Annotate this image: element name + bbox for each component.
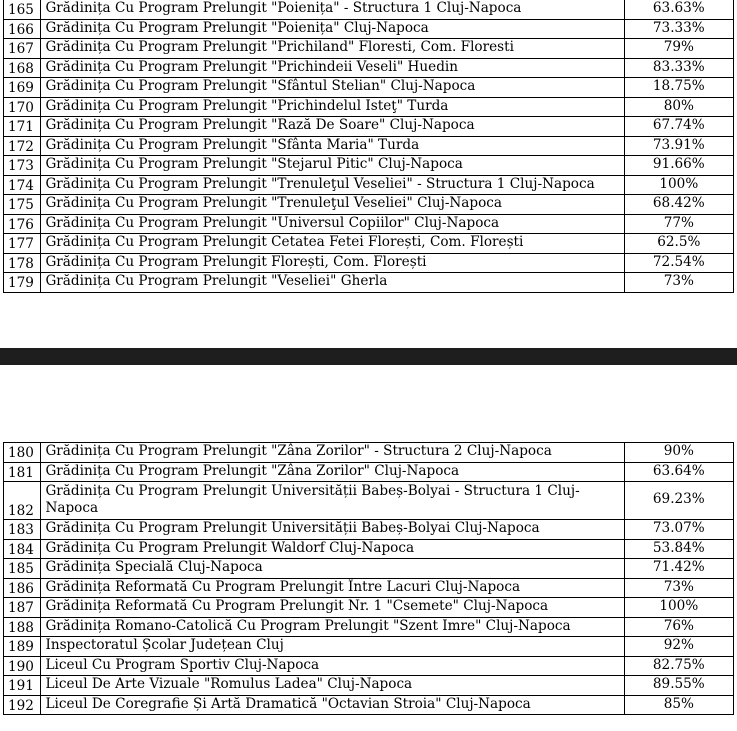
- percentage-value: 68.42%: [624, 195, 733, 215]
- institution-name: Liceul Cu Program Sportiv Cluj-Napoca: [41, 656, 624, 676]
- institution-name: Grădinița Cu Program Prelungit "Prichindelul Isteţ" Turda: [41, 97, 624, 117]
- percentage-value: 18.75%: [624, 78, 733, 98]
- row-number: 184: [4, 539, 41, 559]
- percentage-value: 89.55%: [624, 676, 733, 696]
- percentage-value: 76%: [624, 617, 733, 637]
- table-row: [4, 462, 734, 482]
- row-number: 166: [4, 19, 41, 39]
- percentage-value: 91.66%: [624, 156, 733, 176]
- table-row: [4, 39, 734, 59]
- table-row: [4, 0, 734, 19]
- institution-name: Inspectoratul Școlar Județean Cluj: [41, 637, 624, 657]
- row-number: 169: [4, 78, 41, 98]
- institution-name: Grădinița Cu Program Prelungit "Zâna Zorilor" Cluj-Napoca: [41, 462, 624, 482]
- institution-name: Grădinița Cu Program Prelungit "Sfânta Maria" Turda: [41, 136, 624, 156]
- institution-name: Grădinița Cu Program Prelungit Florești, Com. Florești: [41, 253, 624, 273]
- table-row: [4, 637, 734, 657]
- institution-name: Grădinița Romano-Catolică Cu Program Prelungit "Szent Imre" Cluj-Napoca: [41, 617, 624, 637]
- row-number: 185: [4, 559, 41, 579]
- percentage-value: 73%: [624, 578, 733, 598]
- percentage-value: 79%: [624, 39, 733, 59]
- percentage-value: 73.07%: [624, 520, 733, 540]
- table-row: [4, 578, 734, 598]
- table-row: [4, 598, 734, 618]
- page-divider-bar: [0, 348, 737, 365]
- institution-name: Grădinița Reformată Cu Program Prelungit Între Lacuri Cluj-Napoca: [41, 578, 624, 598]
- table-row: [4, 136, 734, 156]
- table-row: [4, 253, 734, 273]
- row-number: 187: [4, 598, 41, 618]
- table-row: [4, 234, 734, 254]
- percentage-value: 100%: [624, 175, 733, 195]
- percentage-value: 73%: [624, 273, 733, 293]
- institution-name: Grădinița Specială Cluj-Napoca: [41, 559, 624, 579]
- table-row: [4, 156, 734, 176]
- institution-name: Liceul De Coregrafie Și Artă Dramatică "Octavian Stroia" Cluj-Napoca: [41, 695, 624, 715]
- table-row: [4, 617, 734, 637]
- table-row: [4, 482, 734, 520]
- percentage-value: 63.63%: [624, 0, 733, 19]
- row-number: 172: [4, 136, 41, 156]
- institution-name: Grădinița Cu Program Prelungit "Rază De Soare" Cluj-Napoca: [41, 117, 624, 137]
- row-number: 186: [4, 578, 41, 598]
- institution-name: Grădinița Cu Program Prelungit "Trenuleţul Veseliei" Cluj-Napoca: [41, 195, 624, 215]
- row-number: 171: [4, 117, 41, 137]
- institution-name: Grădinița Cu Program Prelungit "Poienița" - Structura 1 Cluj-Napoca: [41, 0, 624, 19]
- institution-name: Grădinița Cu Program Prelungit Waldorf Cluj-Napoca: [41, 539, 624, 559]
- table-row: [4, 19, 734, 39]
- row-number: 183: [4, 520, 41, 540]
- table-row: [4, 78, 734, 98]
- table-row: [4, 443, 734, 463]
- percentage-value: 92%: [624, 637, 733, 657]
- table-row: [4, 539, 734, 559]
- table-row: [4, 175, 734, 195]
- institution-name: Grădinița Cu Program Prelungit Universității Babeș-Bolyai Cluj-Napoca: [41, 520, 624, 540]
- institution-name: Grădinița Cu Program Prelungit Cetatea Fetei Florești, Com. Florești: [41, 234, 624, 254]
- percentage-value: 53.84%: [624, 539, 733, 559]
- percentage-value: 73.33%: [624, 19, 733, 39]
- percentage-value: 62.5%: [624, 234, 733, 254]
- row-number: 174: [4, 175, 41, 195]
- percentage-value: 100%: [624, 598, 733, 618]
- row-number: 191: [4, 676, 41, 696]
- table-row: [4, 117, 734, 137]
- row-number: 168: [4, 58, 41, 78]
- row-number: 178: [4, 253, 41, 273]
- row-number: 165: [4, 0, 41, 19]
- institution-name: Liceul De Arte Vizuale "Romulus Ladea" Cluj-Napoca: [41, 676, 624, 696]
- percentage-value: 72.54%: [624, 253, 733, 273]
- percentage-value: 90%: [624, 443, 733, 463]
- percentage-value: 63.64%: [624, 462, 733, 482]
- percentage-value: 83.33%: [624, 58, 733, 78]
- percentage-value: 67.74%: [624, 117, 733, 137]
- table-row: [4, 656, 734, 676]
- results-table-top: [3, 0, 734, 293]
- row-number: 180: [4, 443, 41, 463]
- table-row: [4, 195, 734, 215]
- percentage-value: 85%: [624, 695, 733, 715]
- percentage-value: 82.75%: [624, 656, 733, 676]
- row-number: 189: [4, 637, 41, 657]
- results-table-bottom: [3, 442, 734, 715]
- table-row: [4, 97, 734, 117]
- table-row: [4, 58, 734, 78]
- row-number: 175: [4, 195, 41, 215]
- table-row: [4, 520, 734, 540]
- percentage-value: 73.91%: [624, 136, 733, 156]
- institution-name: Grădinița Cu Program Prelungit "Poienița" Cluj-Napoca: [41, 19, 624, 39]
- institution-name: Grădinița Cu Program Prelungit Universității Babeș-Bolyai - Structura 1 Cluj-Napoca: [41, 482, 624, 520]
- percentage-value: 77%: [624, 214, 733, 234]
- table-row: [4, 273, 734, 293]
- institution-name: Grădinița Reformată Cu Program Prelungit Nr. 1 "Csemete" Cluj-Napoca: [41, 598, 624, 618]
- row-number: 173: [4, 156, 41, 176]
- institution-name: Grădinița Cu Program Prelungit "Veseliei" Gherla: [41, 273, 624, 293]
- table-row: [4, 559, 734, 579]
- percentage-value: 71.42%: [624, 559, 733, 579]
- row-number: 192: [4, 695, 41, 715]
- institution-name: Grădinița Cu Program Prelungit "Trenuleţul Veseliei" - Structura 1 Cluj-Napoca: [41, 175, 624, 195]
- table-row: [4, 695, 734, 715]
- row-number: 181: [4, 462, 41, 482]
- institution-name: Grădinița Cu Program Prelungit "Prichindeii Veseli" Huedin: [41, 58, 624, 78]
- row-number: 182: [4, 482, 41, 520]
- row-number: 188: [4, 617, 41, 637]
- row-number: 177: [4, 234, 41, 254]
- percentage-value: 80%: [624, 97, 733, 117]
- row-number: 190: [4, 656, 41, 676]
- row-number: 167: [4, 39, 41, 59]
- institution-name: Grădinița Cu Program Prelungit "Universul Copiilor" Cluj-Napoca: [41, 214, 624, 234]
- row-number: 170: [4, 97, 41, 117]
- percentage-value: 69.23%: [624, 482, 733, 520]
- institution-name: Grădinița Cu Program Prelungit "Zâna Zorilor" - Structura 2 Cluj-Napoca: [41, 443, 624, 463]
- table-row: [4, 214, 734, 234]
- table-row: [4, 676, 734, 696]
- row-number: 176: [4, 214, 41, 234]
- institution-name: Grădinița Cu Program Prelungit "Prichiland" Floresti, Com. Floresti: [41, 39, 624, 59]
- row-number: 179: [4, 273, 41, 293]
- institution-name: Grădinița Cu Program Prelungit "Sfântul Stelian" Cluj-Napoca: [41, 78, 624, 98]
- institution-name: Grădinița Cu Program Prelungit "Stejarul Pitic" Cluj-Napoca: [41, 156, 624, 176]
